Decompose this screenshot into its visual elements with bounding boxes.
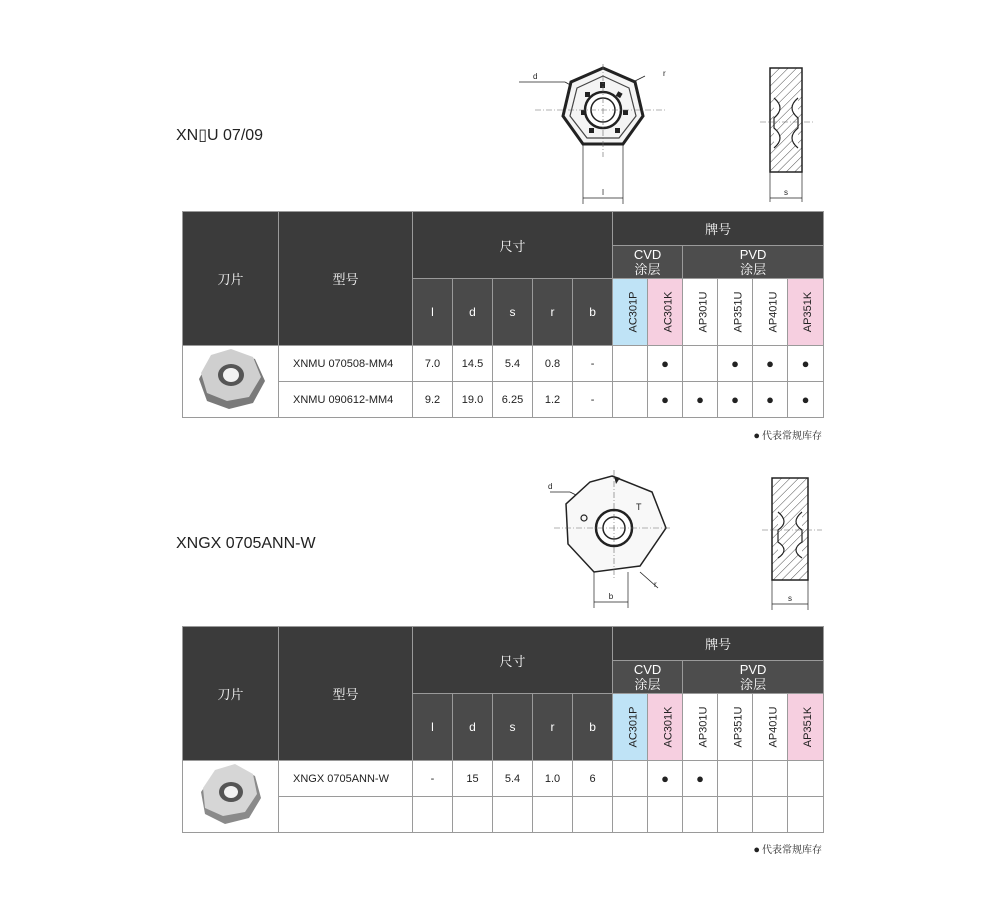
row2-grade-ac301p	[613, 797, 648, 833]
header-dim-l: l	[413, 279, 453, 346]
section2-spec-table	[182, 626, 824, 833]
row1-grade-ap301u	[683, 346, 718, 382]
row1-dim-r: 0.8	[533, 346, 573, 382]
row2-dim-s	[493, 797, 533, 833]
dim-label-r: r	[654, 580, 657, 589]
dim-label-l: l	[602, 188, 604, 197]
insert2-photo	[183, 761, 279, 833]
row1-grade-ap351u: ●	[718, 346, 753, 382]
header-grade-ap401u: AP401U	[753, 279, 788, 346]
header-grade-ap351k: AP351K	[788, 694, 824, 761]
insert1-top-view-drawing	[515, 62, 675, 207]
row1-grade-ap401u	[753, 761, 788, 797]
row2-grade-ap351k: ●	[788, 382, 824, 418]
row2-model: XNMU 090612-MM4	[279, 382, 413, 418]
row2-grade-ap351u	[718, 797, 753, 833]
insert-photo-icon	[191, 347, 271, 413]
row2-dim-l: 9.2	[413, 382, 453, 418]
header-grade-ap301u: AP301U	[683, 694, 718, 761]
header-dim-d: d	[453, 694, 493, 761]
row2-grade-ap351u: ●	[718, 382, 753, 418]
header-cvd: CVD 涂层	[613, 661, 683, 694]
header-grade-ap301u: AP301U	[683, 279, 718, 346]
header-dim-d: d	[453, 279, 493, 346]
row1-grade-ac301k: ●	[648, 761, 683, 797]
row2-grade-ap401u: ●	[753, 382, 788, 418]
row2-dim-d	[453, 797, 493, 833]
row2-grade-ac301k	[648, 797, 683, 833]
row2-grade-ap301u	[683, 797, 718, 833]
header-pvd: PVD 涂层	[683, 246, 824, 279]
header-cvd: CVD 涂层	[613, 246, 683, 279]
dim-label-s: s	[788, 594, 792, 603]
dim-label-d: d	[533, 72, 538, 81]
header-dim-s: s	[493, 279, 533, 346]
header-size: 尺寸	[413, 212, 613, 279]
row2-grade-ap351k	[788, 797, 824, 833]
section1-spec-table	[182, 211, 824, 418]
dim-label-r: r	[663, 69, 666, 78]
insert2-side-view-drawing	[762, 472, 824, 612]
section2-legend: ● 代表常规库存	[753, 844, 822, 856]
header-blade: 刀片	[183, 627, 279, 761]
row2-dim-r	[533, 797, 573, 833]
row2-dim-b	[573, 797, 613, 833]
header-model: 型号	[279, 627, 413, 761]
row2-grade-ac301p	[613, 382, 648, 418]
header-grade-ac301p: AC301P	[613, 279, 648, 346]
header-grade-ap351u: AP351U	[718, 694, 753, 761]
row1-dim-s: 5.4	[493, 346, 533, 382]
header-model: 型号	[279, 212, 413, 346]
section2-title: XNGX 0705ANN-W	[176, 535, 316, 552]
row2-dim-r: 1.2	[533, 382, 573, 418]
row1-grade-ap351k: ●	[788, 346, 824, 382]
row2-grade-ac301k: ●	[648, 382, 683, 418]
row1-model: XNMU 070508-MM4	[279, 346, 413, 382]
row2-grade-ap401u	[753, 797, 788, 833]
dim-label-d: d	[548, 482, 553, 491]
row1-dim-b: -	[573, 346, 613, 382]
stock-dot-icon: ●	[753, 844, 760, 856]
section1-title: XN▯U 07/09	[176, 127, 264, 144]
header-grade-ac301p: AC301P	[613, 694, 648, 761]
header-grade-ac301k: AC301K	[648, 694, 683, 761]
header-dim-r: r	[533, 279, 573, 346]
header-pvd: PVD 涂层	[683, 661, 824, 694]
svg-text:T: T	[636, 502, 642, 512]
dim-label-s: s	[784, 188, 788, 197]
table-row	[183, 797, 824, 833]
stock-dot-icon: ●	[753, 430, 760, 442]
header-brand: 牌号	[613, 627, 824, 661]
row1-dim-d: 15	[453, 761, 493, 797]
header-size: 尺寸	[413, 627, 613, 694]
table-row	[183, 346, 824, 382]
row1-dim-b: 6	[573, 761, 613, 797]
row1-grade-ac301p	[613, 346, 648, 382]
insert-photo-icon	[191, 762, 271, 828]
row1-dim-l: 7.0	[413, 346, 453, 382]
table-row	[183, 382, 824, 418]
row1-grade-ac301p	[613, 761, 648, 797]
row2-dim-d: 19.0	[453, 382, 493, 418]
header-blade: 刀片	[183, 212, 279, 346]
section1-legend: ● 代表常规库存	[753, 430, 822, 442]
row1-grade-ap301u: ●	[683, 761, 718, 797]
row2-dim-s: 6.25	[493, 382, 533, 418]
header-dim-b: b	[573, 694, 613, 761]
dim-label-b: b	[608, 592, 614, 601]
row1-dim-r: 1.0	[533, 761, 573, 797]
row2-dim-l	[413, 797, 453, 833]
row1-grade-ap351k	[788, 761, 824, 797]
row1-grade-ap401u: ●	[753, 346, 788, 382]
header-grade-ac301k: AC301K	[648, 279, 683, 346]
table-row	[183, 761, 824, 797]
row1-dim-l: -	[413, 761, 453, 797]
row2-model	[279, 797, 413, 833]
header-grade-ap401u: AP401U	[753, 694, 788, 761]
header-dim-l: l	[413, 694, 453, 761]
header-dim-r: r	[533, 694, 573, 761]
row1-dim-s: 5.4	[493, 761, 533, 797]
header-grade-ap351k: AP351K	[788, 279, 824, 346]
row1-grade-ac301k: ●	[648, 346, 683, 382]
header-dim-b: b	[573, 279, 613, 346]
header-grade-ap351u: AP351U	[718, 279, 753, 346]
row1-model: XNGX 0705ANN-W	[279, 761, 413, 797]
row2-dim-b: -	[573, 382, 613, 418]
insert1-side-view-drawing	[760, 62, 820, 207]
row1-dim-d: 14.5	[453, 346, 493, 382]
header-brand: 牌号	[613, 212, 824, 246]
insert1-photo	[183, 346, 279, 418]
row1-grade-ap351u	[718, 761, 753, 797]
insert2-top-view-drawing	[540, 468, 670, 610]
header-dim-s: s	[493, 694, 533, 761]
row2-grade-ap301u: ●	[683, 382, 718, 418]
